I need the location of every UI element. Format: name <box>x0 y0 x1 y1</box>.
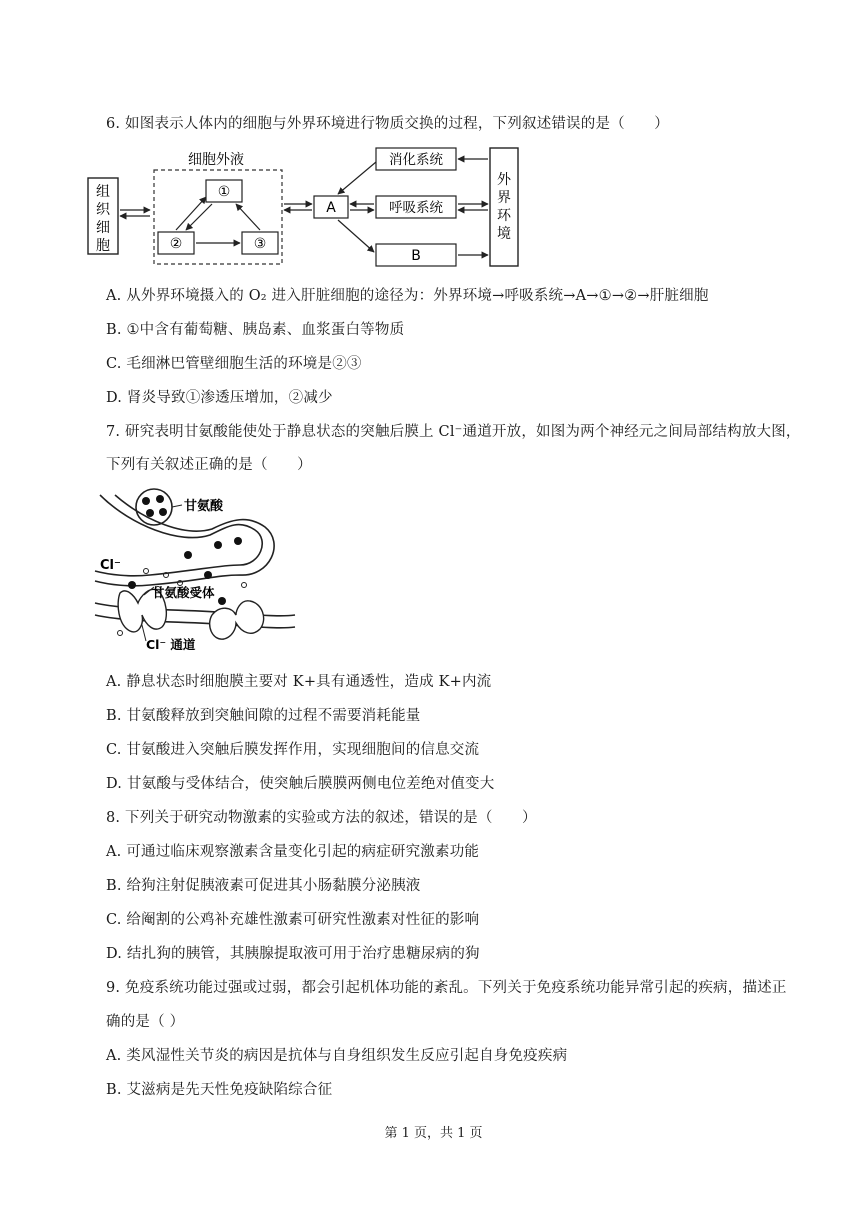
node-2: ② <box>169 236 183 252</box>
q6-option-c: C. 毛细淋巴管壁细胞生活的环境是②③ <box>106 356 362 372</box>
tissue-cell-box <box>88 178 118 254</box>
tissue-cell-char-2: 织 <box>96 202 110 218</box>
cl-channel-label: Cl⁻ 通道 <box>146 637 196 652</box>
cl-ion-label: Cl⁻ <box>100 558 121 573</box>
external-env-char-3: 环 <box>497 208 511 224</box>
node-1: ① <box>217 184 231 200</box>
q8-option-d: D. 结扎狗的胰管，其胰腺提取液可用于治疗患糖尿病的狗 <box>106 946 480 962</box>
q9-option-b: B. 艾滋病是先天性免疫缺陷综合征 <box>106 1082 333 1098</box>
q9-option-a: A. 类风湿性关节炎的病因是抗体与自身组织发生反应引起自身免疫疾病 <box>106 1048 568 1064</box>
q6-body-fluid-diagram <box>86 142 536 272</box>
node-3: ③ <box>253 236 267 252</box>
q8-stem: 8. 下列关于研究动物激素的实验或方法的叙述，错误的是（ ） <box>106 810 537 826</box>
tissue-cell-char-4: 胞 <box>96 238 110 254</box>
respiratory-system-label: 呼吸系统 <box>389 200 443 216</box>
q7-synapse-diagram <box>90 485 300 655</box>
q9-stem-line2: 确的是（ ） <box>106 1014 185 1030</box>
q6-option-b: B. ①中含有葡萄糖、胰岛素、血浆蛋白等物质 <box>106 322 405 338</box>
tissue-cell-char-1: 组 <box>96 184 110 200</box>
extracellular-fluid-label: 细胞外液 <box>188 152 244 168</box>
q7-option-a: A. 静息状态时细胞膜主要对 K+具有通透性，造成 K+内流 <box>106 674 492 690</box>
q7-stem-line2: 下列有关叙述正确的是（ ） <box>106 457 312 473</box>
digestive-system-label: 消化系统 <box>389 152 443 168</box>
q7-stem-line1: 7. 研究表明甘氨酸能使处于静息状态的突触后膜上 Cl⁻通道开放，如图为两个神经元之间局部结构放大图， <box>106 424 801 440</box>
q7-option-d: D. 甘氨酸与受体结合，使突触后膜膜两侧电位差绝对值变大 <box>106 776 495 792</box>
q8-option-a: A. 可通过临床观察激素含量变化引起的病症研究激素功能 <box>106 844 480 860</box>
page-footer: 第 1 页，共 1 页 <box>384 1126 483 1141</box>
glycine-receptor-label: 甘氨酸受体 <box>152 585 215 600</box>
node-b: B <box>411 248 421 264</box>
q6-option-d: D. 肾炎导致①渗透压增加，②减少 <box>106 390 333 406</box>
q6-stem: 6. 如图表示人体内的细胞与外界环境进行物质交换的过程，下列叙述错误的是（ ） <box>106 116 669 132</box>
q7-option-c: C. 甘氨酸进入突触后膜发挥作用，实现细胞间的信息交流 <box>106 742 480 758</box>
node-a: A <box>326 200 336 216</box>
q9-stem-line1: 9. 免疫系统功能过强或过弱，都会引起机体功能的紊乱。下列关于免疫系统功能异常引起的疾病，描述正 <box>106 980 787 996</box>
q6-option-a: A. 从外界环境摄入的 O₂ 进入肝脏细胞的途径为：外界环境→呼吸系统→A→①→②→肝脏细胞 <box>106 288 709 304</box>
external-env-char-2: 界 <box>497 190 511 206</box>
q8-option-b: B. 给狗注射促胰液素可促进其小肠黏膜分泌胰液 <box>106 878 421 894</box>
glycine-label: 甘氨酸 <box>184 499 224 514</box>
external-env-char-4: 境 <box>497 226 511 242</box>
external-env-char-1: 外 <box>497 172 511 188</box>
q8-option-c: C. 给阉割的公鸡补充雄性激素可研究性激素对性征的影响 <box>106 912 480 928</box>
tissue-cell-char-3: 细 <box>96 220 110 236</box>
q7-option-b: B. 甘氨酸释放到突触间隙的过程不需要消耗能量 <box>106 708 421 724</box>
